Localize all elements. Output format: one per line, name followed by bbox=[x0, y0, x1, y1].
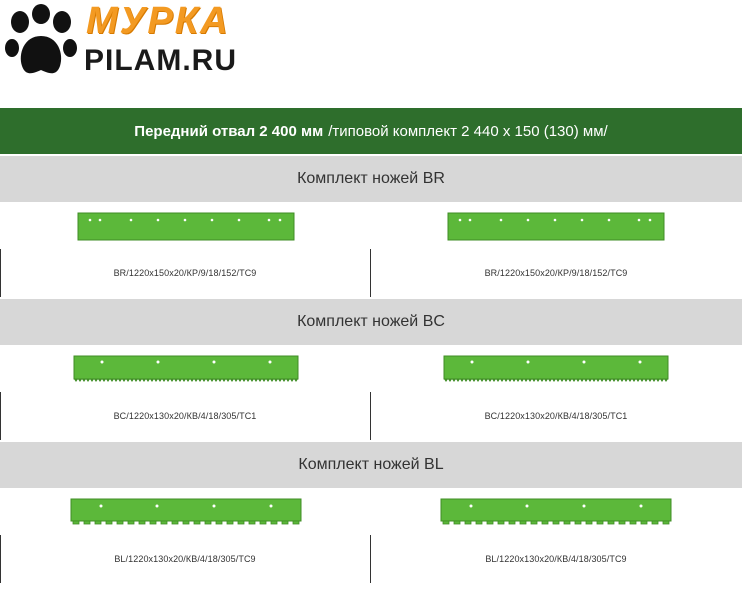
brand-name-top: МУРКА bbox=[86, 0, 230, 42]
blade-image-bc-left bbox=[74, 356, 298, 382]
title-subtitle: /типовой комплект 2 440 х 150 (130) мм/ bbox=[328, 122, 608, 140]
blade-image-bl-right bbox=[441, 499, 671, 525]
blade-caption-bl-left: BL/1220х130х20/КВ/4/18/305/ТС9 bbox=[114, 554, 256, 564]
page-title bbox=[0, 108, 742, 154]
paw-icon bbox=[4, 4, 78, 80]
section-title-bl: Комплект ножей BL bbox=[0, 442, 742, 488]
site-logo[interactable] bbox=[0, 0, 742, 95]
blade-caption-bc-left: BC/1220х130х20/КВ/4/18/305/ТС1 bbox=[113, 411, 257, 421]
brand-name-domain: PILAM.RU bbox=[84, 44, 237, 77]
blade-caption-br-left: BR/1220х150х20/КР/9/18/152/ТС9 bbox=[113, 268, 257, 278]
blade-caption-bc-right: BC/1220х130х20/КВ/4/18/305/ТС1 bbox=[484, 411, 628, 421]
blade-image-bl-left bbox=[71, 499, 301, 525]
section-title-bc: Комплект ножей BC bbox=[0, 299, 742, 345]
blade-image-br-right bbox=[448, 213, 664, 241]
section-title-br: Комплект ножей BR bbox=[0, 156, 742, 202]
blade-caption-bl-right: BL/1220х130х20/КВ/4/18/305/ТС9 bbox=[485, 554, 627, 564]
title-bold: Передний отвал 2 400 мм bbox=[134, 122, 324, 140]
blade-image-br-left bbox=[78, 213, 294, 241]
blade-image-bc-right bbox=[444, 356, 668, 382]
blade-caption-br-right: BR/1220х150х20/КР/9/18/152/ТС9 bbox=[484, 268, 628, 278]
